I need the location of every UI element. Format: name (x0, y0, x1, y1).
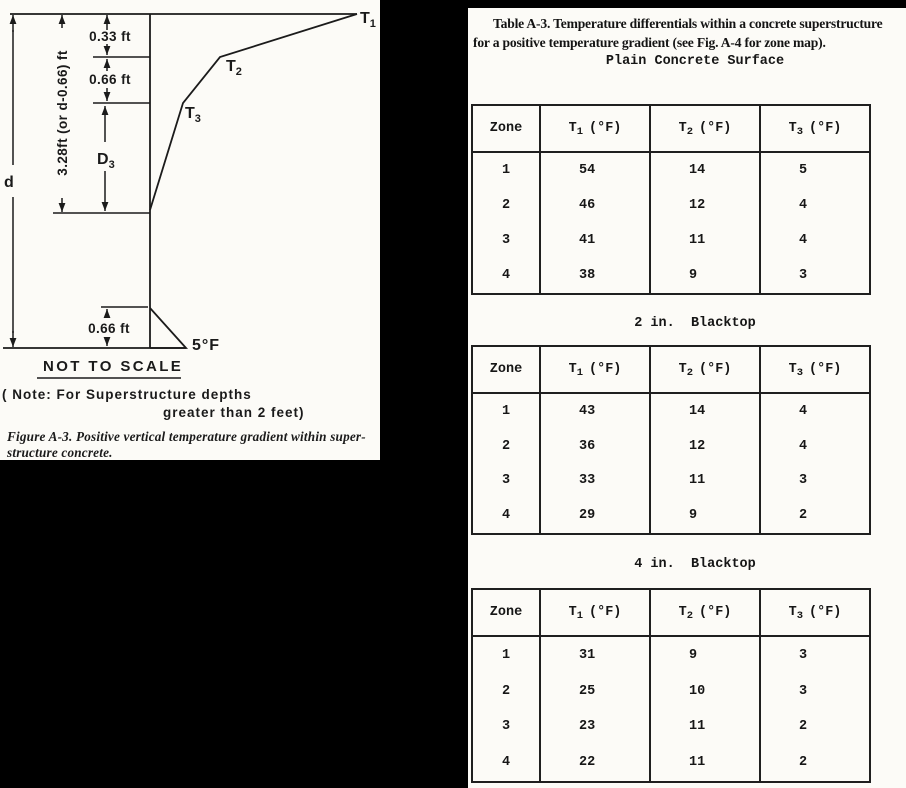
t1-cell: 25 (540, 674, 650, 709)
table-row (472, 463, 870, 497)
t3-cell: 4 (760, 223, 870, 257)
t1-cell: 54 (540, 152, 650, 189)
label-5f: 5°F (192, 337, 221, 354)
table-row (472, 636, 870, 674)
t3-cell: 2 (760, 744, 870, 782)
figure-note-line1: ( Note: For Superstructure depths (2, 387, 252, 402)
t1-cell: 22 (540, 744, 650, 782)
col-header-t1: $T_1$ (°F) (540, 589, 650, 636)
table-row (472, 429, 870, 463)
label-033ft: 0.33 ft (89, 29, 131, 44)
figure-note-line2: greater than 2 feet) (163, 405, 305, 420)
label-t1: $T_1$ (360, 10, 376, 30)
col-header-t2: $T_2$ (°F) (650, 589, 760, 636)
col-header-t2: $T_2$ (°F) (650, 105, 760, 152)
t3-cell: 4 (760, 393, 870, 429)
t1-cell: 46 (540, 189, 650, 223)
t3-cell: 3 (760, 674, 870, 709)
figure-caption-line1: Figure A-3. Positive vertical temperature gradient within super- (7, 429, 366, 444)
t1-cell: 31 (540, 636, 650, 674)
t1-cell: 36 (540, 429, 650, 463)
table-plain-concrete (471, 104, 871, 295)
col-header-t1: $T_1$ (°F) (540, 105, 650, 152)
t2-cell: 14 (650, 152, 760, 189)
table-row (472, 709, 870, 744)
t3-cell: 2 (760, 709, 870, 744)
zone-cell: 1 (501, 647, 511, 663)
heading-2in-blacktop: 2 in. Blacktop (634, 316, 756, 331)
t2-cell: 10 (650, 674, 760, 709)
t1-cell: 41 (540, 223, 650, 257)
zone-cell: 4 (501, 755, 511, 771)
label-328ft: 3.28ft (or d-0.66) ft (55, 50, 70, 176)
t3-cell: 2 (760, 498, 870, 534)
t2-cell: 9 (650, 636, 760, 674)
not-to-scale-label: NOT TO SCALE (43, 358, 184, 375)
t2-cell: 12 (650, 189, 760, 223)
label-066ft: 0.66 ft (89, 72, 131, 87)
t1-cell: 23 (540, 709, 650, 744)
t3-cell: 3 (760, 463, 870, 497)
col-header-t3: $T_3$ (°F) (760, 105, 870, 152)
table-title-line1: Table A-3. Temperature differentials within a concrete superstructure (493, 16, 883, 31)
table-row (472, 393, 870, 429)
figure-a3-diagram (0, 0, 380, 460)
t3-cell: 3 (760, 636, 870, 674)
figure-a3-panel (0, 0, 380, 460)
header-row (472, 589, 870, 636)
table-row (472, 744, 870, 782)
zone-cell: 3 (501, 719, 511, 735)
table-row (472, 189, 870, 223)
zone-cell: 2 (501, 198, 511, 214)
t1-cell: 33 (540, 463, 650, 497)
table-row (472, 223, 870, 257)
col-header-zone: Zone (472, 105, 540, 152)
zone-cell: 1 (501, 163, 511, 179)
col-header-t3: $T_3$ (°F) (760, 346, 870, 393)
col-header-t3: $T_3$ (°F) (760, 589, 870, 636)
heading-4in-blacktop: 4 in. Blacktop (634, 557, 756, 572)
t3-cell: 4 (760, 429, 870, 463)
t2-cell: 9 (650, 257, 760, 294)
t2-cell: 12 (650, 429, 760, 463)
t2-cell: 11 (650, 744, 760, 782)
zone-cell: 4 (501, 507, 511, 523)
table-row (472, 498, 870, 534)
col-header-zone: Zone (472, 589, 540, 636)
zone-cell: 2 (501, 683, 511, 699)
t1-cell: 43 (540, 393, 650, 429)
table-row (472, 674, 870, 709)
zone-cell: 3 (501, 473, 511, 489)
figure-caption-line2: structure concrete. (7, 445, 113, 460)
zone-cell: 3 (501, 232, 511, 248)
label-bottom-066ft: 0.66 ft (88, 321, 130, 336)
label-t2: $T_2$ (226, 58, 242, 78)
zone-cell: 2 (501, 438, 511, 454)
label-d: d (4, 174, 14, 191)
table-title-line2: for a positive temperature gradient (see Fig. A-4 for zone map). (473, 35, 826, 50)
col-header-t1: $T_1$ (°F) (540, 346, 650, 393)
col-header-zone: Zone (472, 346, 540, 393)
zone-cell: 4 (501, 267, 511, 283)
t1-cell: 29 (540, 498, 650, 534)
heading-plain-concrete: Plain Concrete Surface (605, 54, 785, 69)
table-2in-blacktop (471, 345, 871, 535)
col-header-t2: $T_2$ (°F) (650, 346, 760, 393)
t3-cell: 4 (760, 189, 870, 223)
t2-cell: 11 (650, 463, 760, 497)
table-row (472, 257, 870, 294)
table-4in-blacktop (471, 588, 871, 783)
label-t3: $T_3$ (185, 105, 201, 125)
t3-cell: 5 (760, 152, 870, 189)
t2-cell: 14 (650, 393, 760, 429)
t1-cell: 38 (540, 257, 650, 294)
table-a3-panel (468, 8, 906, 788)
label-d3: $D_3$ (97, 151, 115, 171)
temperature-gradient-polyline (150, 14, 357, 210)
header-row (472, 105, 870, 152)
table-title (473, 14, 901, 52)
bottom-gradient-triangle (150, 308, 186, 348)
t3-cell: 3 (760, 257, 870, 294)
table-row (472, 152, 870, 189)
t2-cell: 11 (650, 709, 760, 744)
t2-cell: 11 (650, 223, 760, 257)
t2-cell: 9 (650, 498, 760, 534)
header-row (472, 346, 870, 393)
zone-cell: 1 (501, 404, 511, 420)
